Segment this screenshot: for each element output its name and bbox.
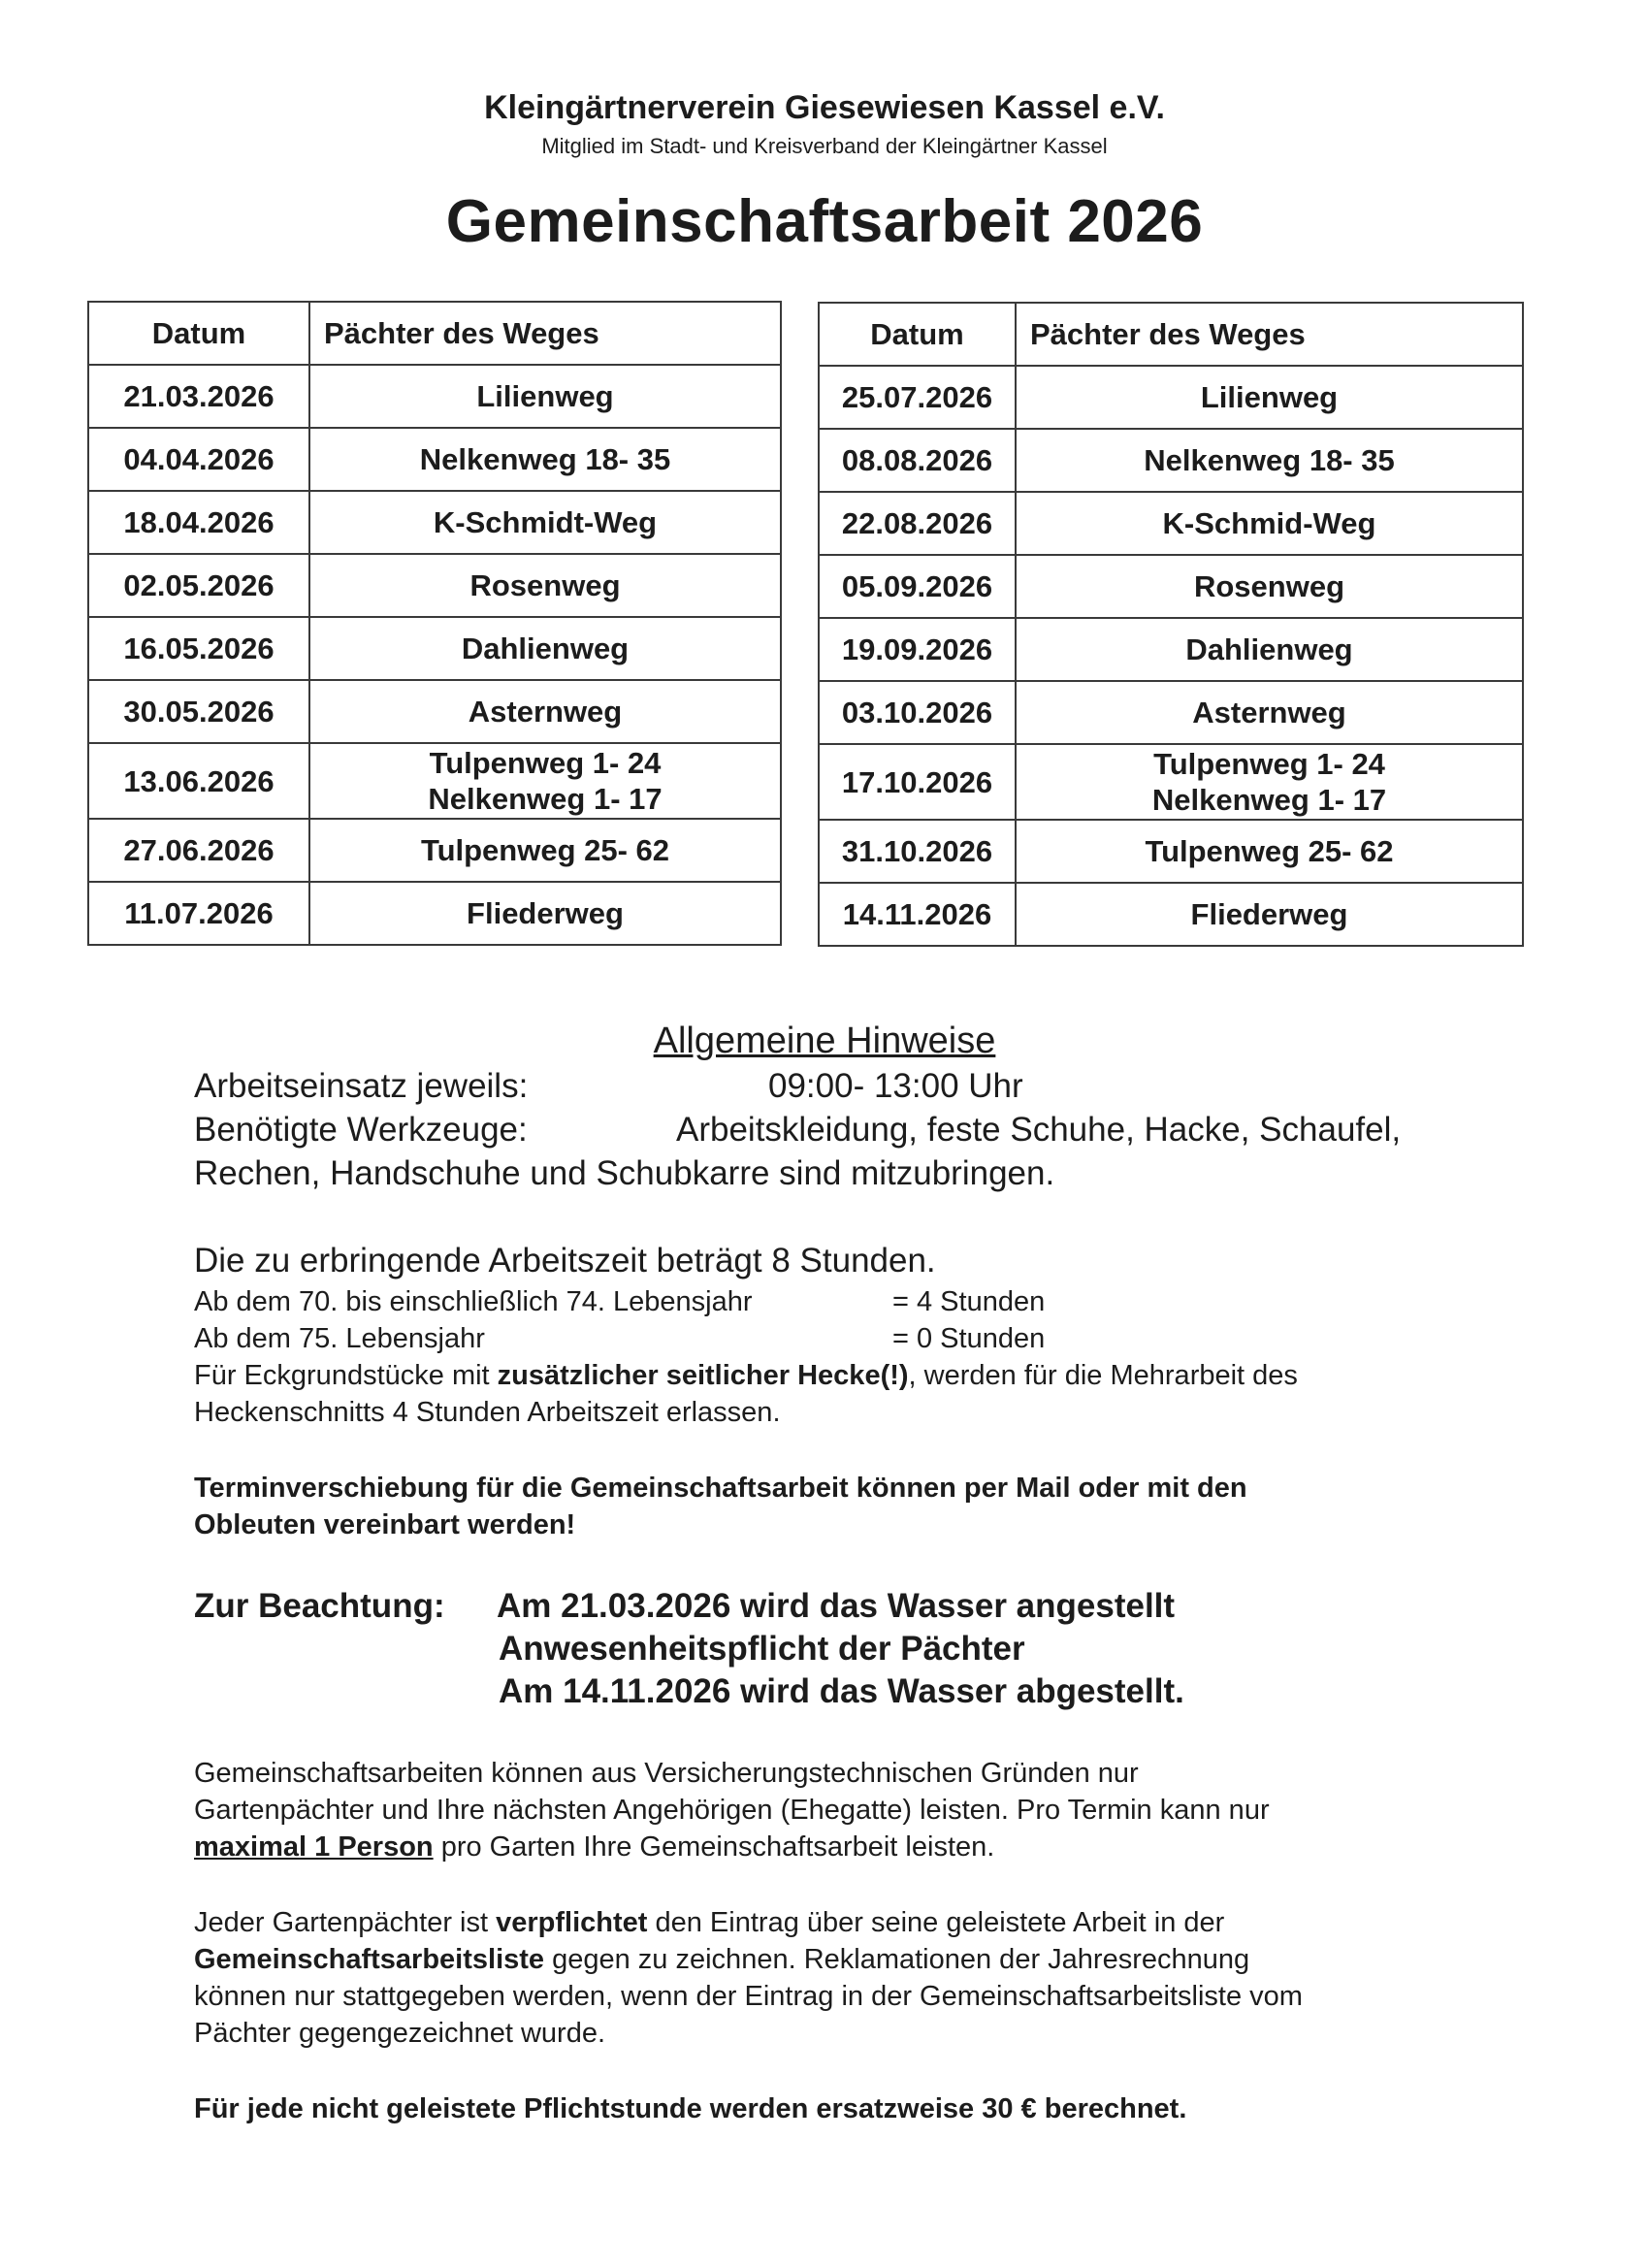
path-name: Dahlienweg (461, 631, 630, 665)
text: Für Eckgrundstücke mit (194, 1360, 498, 1391)
emphasis: Gemeinschaftsarbeitsliste (194, 1944, 545, 1975)
path-cell (1016, 618, 1523, 681)
path-name: K-Schmidt-Weg (433, 504, 658, 539)
age-rule-75 (194, 1323, 1046, 1355)
table-row (819, 883, 1523, 946)
table-row (819, 820, 1523, 883)
date-cell: 19.09.2026 (819, 618, 1016, 681)
date-cell: 13.06.2026 (88, 743, 309, 819)
path-cell (1016, 429, 1523, 492)
table-row (819, 366, 1523, 429)
path-cell (309, 365, 781, 428)
corner-plot-rule-continued: Heckenschnitts 4 Stunden Arbeitszeit erlassen. (194, 1397, 781, 1428)
age-rule-label: Ab dem 75. Lebensjahr (194, 1323, 485, 1354)
table-row (88, 554, 781, 617)
path-cell (1016, 681, 1523, 744)
age-rule-value: = 0 Stunden (892, 1323, 1046, 1354)
work-time-value: 09:00- 13:00 Uhr (768, 1067, 1023, 1105)
organization-name: Kleingärtnerverein Giesewiesen Kassel e.V. (484, 89, 1165, 126)
attention-label: Zur Beachtung: (194, 1587, 445, 1625)
schedule-table-first-half (87, 301, 782, 946)
path-name: Fliederweg (467, 895, 624, 930)
schedule-table-second-half (818, 302, 1524, 947)
path-cell (309, 882, 781, 945)
text: , werden für die Mehrarbeit des (908, 1360, 1298, 1391)
table-row (88, 617, 781, 680)
date-cell: 17.10.2026 (819, 744, 1016, 820)
signature-note (194, 1907, 1224, 1939)
path-cell (309, 743, 781, 819)
insurance-note: Gemeinschaftsarbeiten können aus Versicherungstechnischen Gründen nur (194, 1758, 1139, 1789)
date-cell: 25.07.2026 (819, 366, 1016, 429)
date-cell: 18.04.2026 (88, 491, 309, 554)
table-row (88, 882, 781, 945)
age-rule-70-74 (194, 1286, 1046, 1318)
path-cell (309, 819, 781, 882)
date-cell: 08.08.2026 (819, 429, 1016, 492)
attention-water-off: Am 14.11.2026 wird das Wasser abgestellt. (499, 1672, 1184, 1710)
path-name: Tulpenweg 1- 24 (429, 746, 662, 780)
tools-value: Arbeitskleidung, feste Schuhe, Hacke, Schaufel, (676, 1111, 1402, 1149)
signature-note-2 (194, 1944, 1249, 1976)
work-time-label: Arbeitseinsatz jeweils: (194, 1067, 529, 1105)
attention-water-on: Am 21.03.2026 wird das Wasser angestellt (497, 1587, 1176, 1625)
table-row (88, 491, 781, 554)
column-header-path: Pächter des Weges (309, 302, 781, 365)
tools-value-continued: Rechen, Handschuhe und Schubkarre sind mitzubringen. (194, 1154, 1055, 1192)
text: den Eintrag über seine geleistete Arbeit in der (647, 1907, 1225, 1938)
path-name: Nelkenweg 1- 17 (1151, 783, 1387, 817)
path-name: Lilienweg (476, 378, 614, 413)
signature-note-3: können nur stattgegeben werden, wenn der Eintrag in der Gemeinschaftsarbeitsliste vom (194, 1981, 1303, 2012)
emphasis: zusätzlicher seitlicher Hecke(!) (497, 1360, 909, 1391)
path-name: Asternweg (1192, 695, 1346, 729)
date-cell: 27.06.2026 (88, 819, 309, 882)
path-name: Tulpenweg 1- 24 (1153, 747, 1385, 781)
hints-heading: Allgemeine Hinweise (653, 1021, 996, 1061)
signature-note-4: Pächter gegengezeichnet wurde. (194, 2018, 606, 2049)
path-name: Tulpenweg 25- 62 (1145, 833, 1394, 868)
reschedule-note: Terminverschiebung für die Gemeinschaftsarbeit können per Mail oder mit den (194, 1473, 1247, 1504)
path-cell (309, 680, 781, 743)
insurance-note-limit (194, 1831, 994, 1863)
tools-label: Benötigte Werkzeuge: (194, 1111, 528, 1149)
attention-presence: Anwesenheitspflicht der Pächter (499, 1630, 1025, 1668)
column-header-date: Datum (88, 302, 309, 365)
column-header-date: Datum (819, 303, 1016, 366)
path-cell (309, 428, 781, 491)
path-cell (1016, 820, 1523, 883)
table-row (819, 555, 1523, 618)
corner-plot-rule (194, 1360, 1298, 1392)
table-row (88, 680, 781, 743)
page-title: Gemeinschaftsarbeit 2026 (445, 188, 1204, 255)
date-cell: 22.08.2026 (819, 492, 1016, 555)
insurance-note-continued: Gartenpächter und Ihre nächsten Angehörigen (Ehegatte) leisten. Pro Termin kann nur (194, 1795, 1270, 1826)
hours-total: Die zu erbringende Arbeitszeit beträgt 8 Stunden. (194, 1242, 936, 1280)
date-cell: 03.10.2026 (819, 681, 1016, 744)
date-cell: 02.05.2026 (88, 554, 309, 617)
date-cell: 04.04.2026 (88, 428, 309, 491)
path-name: Rosenweg (1193, 568, 1345, 603)
table-row (88, 819, 781, 882)
table-row (819, 492, 1523, 555)
table-header-row (819, 303, 1523, 366)
emphasis: maximal 1 Person (194, 1831, 434, 1863)
age-rule-value: = 4 Stunden (892, 1286, 1046, 1317)
fee-note: Für jede nicht geleistete Pflichtstunde werden ersatzweise 30 € berechnet. (194, 2093, 1187, 2124)
table-row (819, 744, 1523, 820)
table-row (88, 365, 781, 428)
table-row (88, 743, 781, 819)
path-cell (1016, 366, 1523, 429)
table-row (819, 429, 1523, 492)
text: gegen zu zeichnen. Reklamationen der Jahresrechnung (544, 1944, 1250, 1975)
table-row (88, 428, 781, 491)
path-name: Nelkenweg 18- 35 (1144, 442, 1395, 477)
path-name: Lilienweg (1200, 379, 1339, 414)
path-cell (309, 491, 781, 554)
path-cell (309, 617, 781, 680)
work-time-row (194, 1067, 1023, 1106)
path-name: Dahlienweg (1185, 632, 1353, 666)
path-name: Asternweg (468, 694, 623, 729)
date-cell: 14.11.2026 (819, 883, 1016, 946)
text: pro Garten Ihre Gemeinschaftsarbeit leisten. (433, 1831, 995, 1863)
date-cell: 05.09.2026 (819, 555, 1016, 618)
path-name: K-Schmid-Weg (1162, 505, 1376, 540)
age-rule-label: Ab dem 70. bis einschließlich 74. Lebensjahr (194, 1286, 753, 1317)
date-cell: 30.05.2026 (88, 680, 309, 743)
date-cell: 11.07.2026 (88, 882, 309, 945)
path-name: Nelkenweg 1- 17 (428, 782, 663, 816)
path-name: Nelkenweg 18- 35 (419, 441, 671, 476)
table-header-row (88, 302, 781, 365)
membership-note: Mitglied im Stadt- und Kreisverband der Kleingärtner Kassel (541, 134, 1108, 158)
date-cell: 16.05.2026 (88, 617, 309, 680)
date-cell: 31.10.2026 (819, 820, 1016, 883)
table-row (819, 681, 1523, 744)
path-name: Tulpenweg 25- 62 (420, 832, 670, 867)
date-cell: 21.03.2026 (88, 365, 309, 428)
text: Jeder Gartenpächter ist (194, 1907, 497, 1938)
emphasis: verpflichtet (496, 1907, 648, 1938)
reschedule-note-continued: Obleuten vereinbart werden! (194, 1509, 576, 1540)
path-cell (1016, 492, 1523, 555)
path-cell (1016, 744, 1523, 820)
path-cell (309, 554, 781, 617)
path-cell (1016, 555, 1523, 618)
path-name: Rosenweg (469, 567, 621, 602)
table-row (819, 618, 1523, 681)
column-header-path: Pächter des Weges (1016, 303, 1523, 366)
tools-row (194, 1111, 1402, 1150)
path-cell (1016, 883, 1523, 946)
path-name: Fliederweg (1190, 896, 1348, 931)
